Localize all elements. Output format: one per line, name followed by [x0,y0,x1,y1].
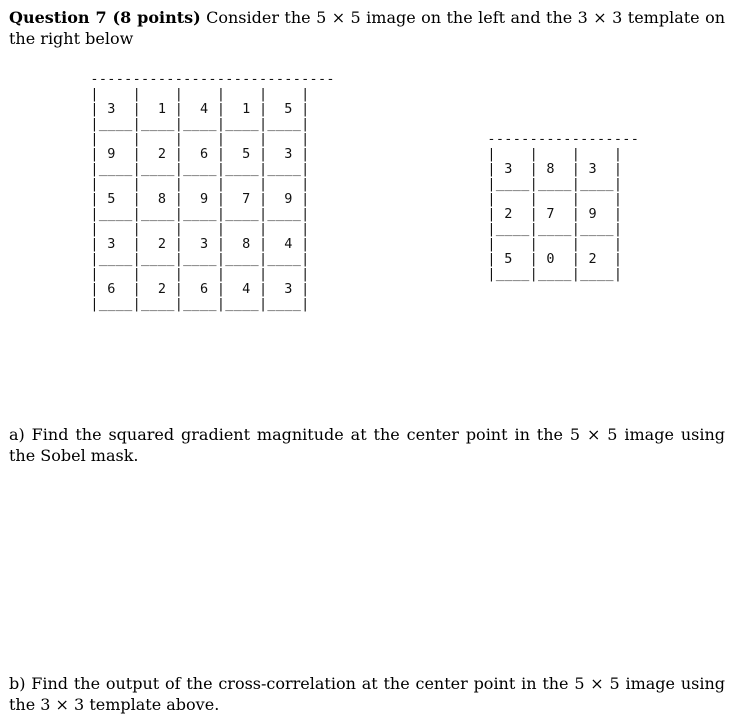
image-5x5-grid: ----------------------------- | | | | | | | 3 | 1 | 4 | 1 | 5 | |____|____|____|____|____| | | | | | | | 9 | 2 | 6 | 5 | 3 | |____|____|____|____|____| | | | | | | | 5 | 8 | 9 | 7 | 9 | |____|____|____|____|____| | | | | | | | 3 | 2 | 3 | 8 | 4 | |____|____|____|____|____| | | | | | | | 6 | 2 | 6 | 4 | 3 | |____|____|____|____|____| [90,71,335,312]
part-a-question: a) Find the squared gradient magnitude at the center point in the 5 × 5 image using the Sobel mask. [9,425,725,465]
question-prompt [9,7,725,49]
part-b-question: b) Find the output of the cross-correlation at the center point in the 5 × 5 image using the 3 × 3 template above. [9,674,725,714]
question-label: Question 7 (8 points) [9,8,201,27]
question-intro: Consider the 5 × 5 image on the left and the 3 × 3 template on the right below [9,8,726,48]
template-3x3-grid: ------------------ | | | | | 3 | 8 | 3 | |____|____|____| | | | | | 2 | 7 | 9 | |____|____|____| | | | | | 5 | 0 | 2 | |____|____|____| [487,131,640,282]
